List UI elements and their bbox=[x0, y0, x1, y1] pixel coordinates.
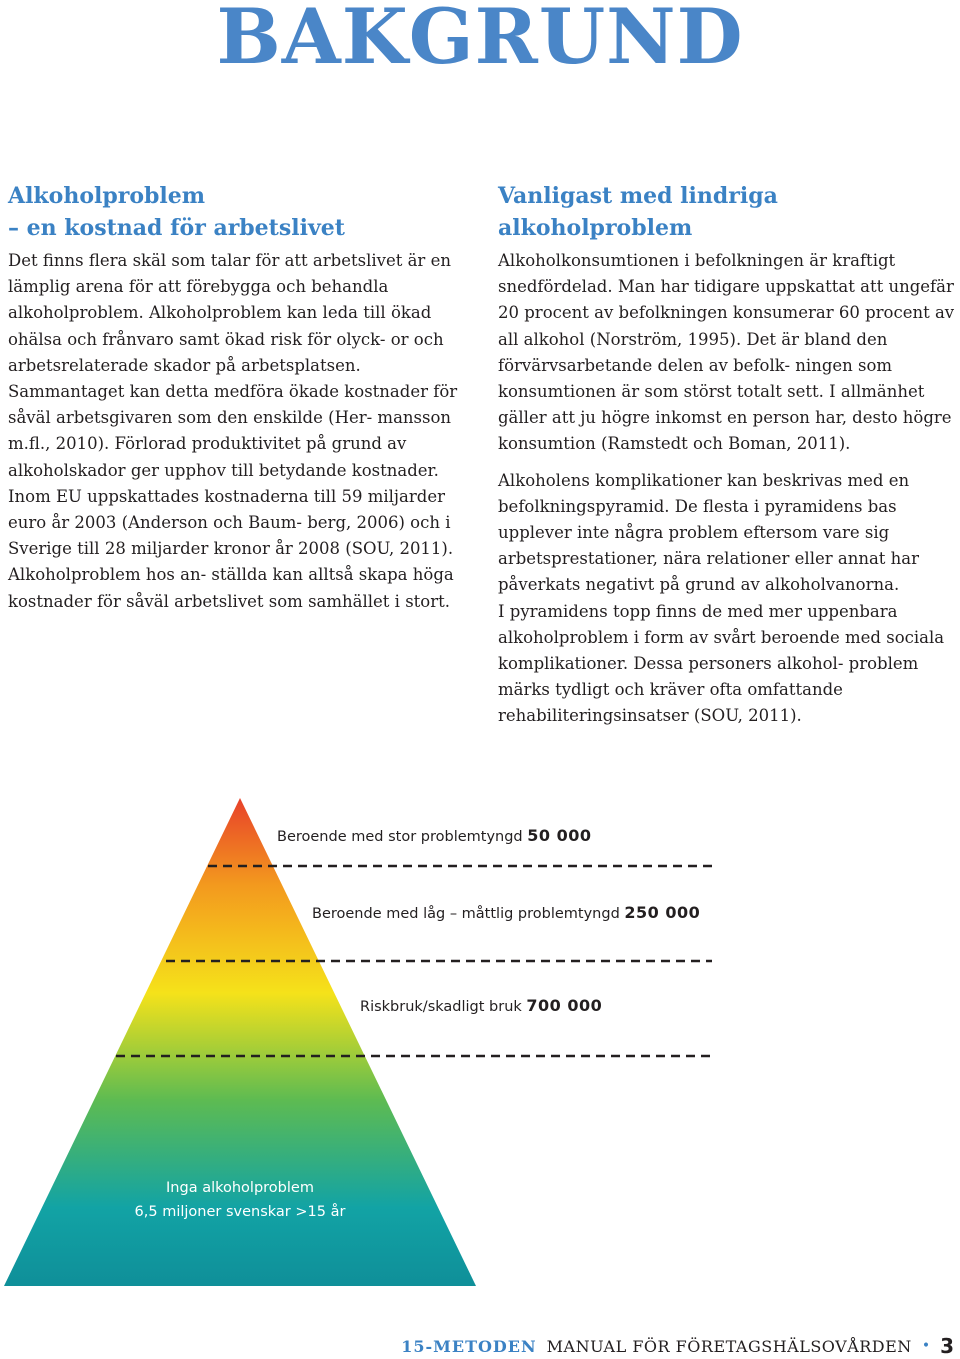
footer-brand: 15-METODEN bbox=[401, 1336, 537, 1356]
right-heading-line1: Vanligast med lindriga bbox=[498, 183, 778, 209]
right-paragraph-2: Alkoholens komplikationer kan beskrivas med en befolkningspyramid. De flesta i pyramidens bas upplever inte några problem eftersom vare sig arbetsprestationer, nära relationer eller annat har påverkats negativt på grund av alkoholvanorna. bbox=[498, 470, 920, 595]
left-heading-line2: – en kostnad för arbetslivet bbox=[8, 215, 345, 241]
level-3-count: 700 000 bbox=[526, 996, 603, 1015]
pyramid-level-1 bbox=[277, 826, 591, 845]
base-line-1: Inga alkoholproblem bbox=[166, 1180, 314, 1196]
page-footer bbox=[401, 1333, 954, 1359]
footer-subtitle: MANUAL FÖR FÖRETAGSHÄLSOVÅRDEN bbox=[546, 1336, 912, 1356]
right-paragraph-3: I pyramidens topp finns de med mer uppenbara alkoholproblem i form av svårt beroende med sociala komplikationer. Dessa personers alkohol- problem märks tydligt och kräver ofta omfattande rehabiliteringsinsatser (SOU, 2011). bbox=[498, 601, 945, 726]
left-column bbox=[8, 180, 470, 615]
base-line-2: 6,5 miljoner svenskar >15 år bbox=[134, 1204, 346, 1220]
level-3-label: Riskbruk/skadligt bruk bbox=[360, 999, 522, 1015]
right-heading bbox=[498, 180, 960, 244]
right-heading-line2: alkoholproblem bbox=[498, 215, 693, 241]
left-paragraph: Det finns flera skäl som talar för att arbetslivet är en lämplig arena för att förebygga och behandla alkoholproblem. Alkoholproblem kan leda till ökad ohälsa och frånvaro samt ökad risk för olyck- or och arbetsrelaterade skador på arbetsplatsen. Sammantaget kan detta medföra ökade kostnader för såväl arbetsgivaren som den enskilde (Her- mansson m.fl., 2010). Förlorad produktivitet på grund av alkoholskador ger upphov till betydande kostnader. Inom EU uppskattades kostnaderna till 59 miljarder euro år 2003 (Anderson och Baum- berg, 2006) och i Sverige till 28 miljarder kronor år 2008 (SOU, 2011). Alkoholproblem hos an- ställda kan alltså skapa höga kostnader för såväl arbetslivet som samhället i stort. bbox=[8, 251, 458, 611]
pyramid-base-label bbox=[90, 1176, 390, 1224]
left-heading bbox=[8, 180, 470, 244]
right-column bbox=[498, 180, 960, 730]
footer-bullet: • bbox=[921, 1338, 931, 1354]
left-heading-line1: Alkoholproblem bbox=[8, 183, 206, 209]
page-number: 3 bbox=[940, 1334, 954, 1358]
right-paragraph-1: Alkoholkonsumtionen i befolkningen är kraftigt snedfördelad. Man har tidigare uppskattat att ungefär 20 procent av befolkningen konsumerar 60 procent av all alkohol (Norström, 1995). Det är bland den förvärvsarbetande delen av befolk- ningen som konsumtionen är som störst totalt sett. I allmänhet gäller att ju högre inkomst en person har, desto högre konsumtion (Ramstedt och Boman, 2011). bbox=[498, 251, 955, 454]
pyramid-level-2 bbox=[312, 903, 700, 922]
level-1-label: Beroende med stor problemtyngd bbox=[277, 829, 523, 845]
level-2-label: Beroende med låg – måttlig problemtyngd bbox=[312, 906, 620, 922]
population-pyramid bbox=[0, 790, 760, 1300]
pyramid-level-3 bbox=[360, 996, 602, 1015]
level-2-count: 250 000 bbox=[624, 903, 701, 922]
page-title: BAKGRUND bbox=[216, 0, 744, 81]
level-1-count: 50 000 bbox=[527, 826, 592, 845]
